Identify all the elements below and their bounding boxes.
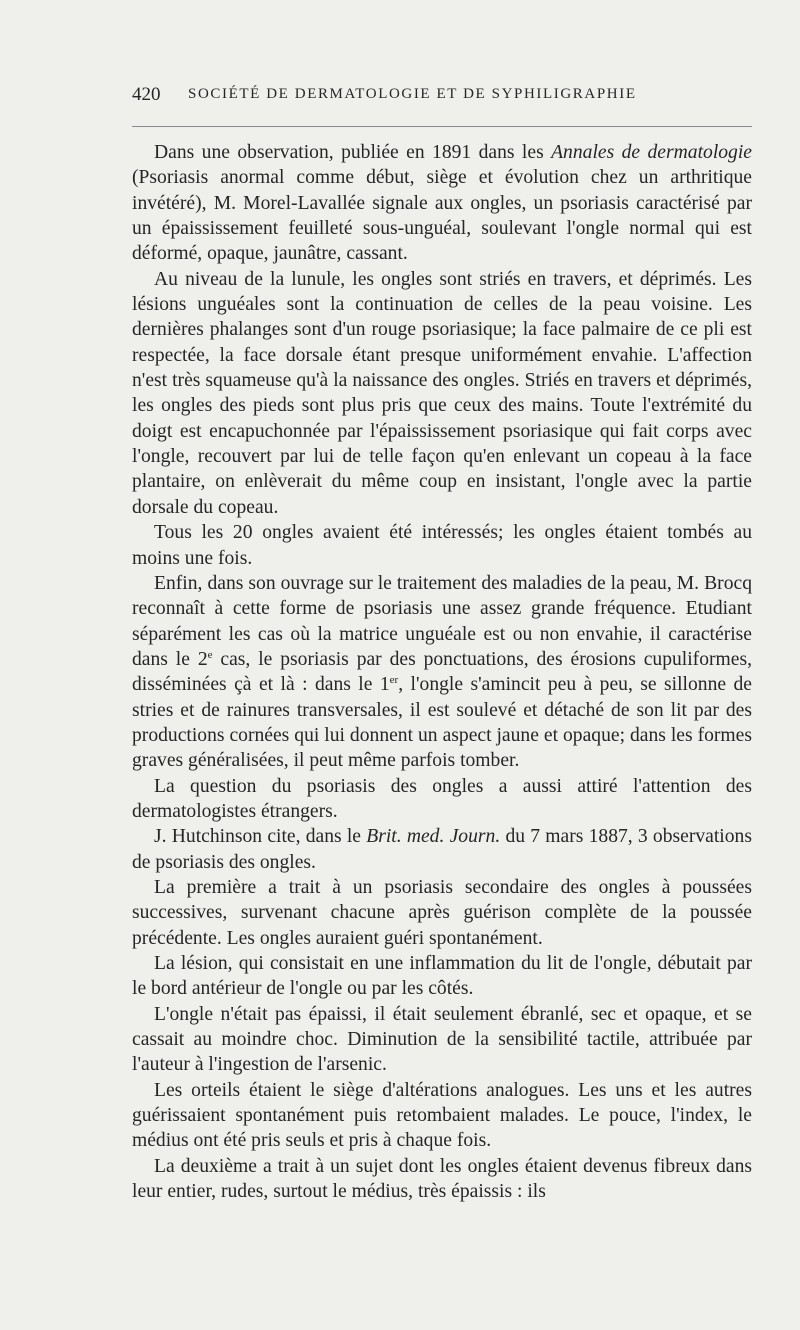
paragraph: Tous les 20 ongles avaient été intéressés; les ongles étaient tombés au moins une fois. [132,522,752,569]
paragraph: Enfin, dans son ouvrage sur le traitement des maladies de la peau, M. Brocq reconnaît à cette forme de psoriasis une assez grande fréquence. Etudiant séparément les cas où la matrice unguéale est ou non envahie, il caractérise dans le 2e cas, le psoriasis par des ponctuations, des érosions cupuliformes, disséminées çà et là : dans le 1er, l'ongle s'amincit peu à peu, se sillonne de stries et de rainures transversales, il est soulevé et détaché de son lit par des productions cornées qui lui donnent un aspect jaune et opaque; dans les formes graves généralisées, il peut même parfois tomber. [132,572,753,772]
body-text [132,140,752,1204]
paragraph: La deuxième a trait à un sujet dont les ongles étaient devenus fibreux dans leur entier, rudes, surtout le médius, très épaissis : ils [132,1155,752,1203]
paragraph: La question du psoriasis des ongles a aussi attiré l'attention des dermatologistes étrangers. [132,775,752,822]
journal-title: Brit. med. Journ. [366,826,501,848]
paragraph: Au niveau de la lunule, les ongles sont striés en travers, et déprimés. Les lésions unguéales sont la continuation de celles de la peau voisine. Les dernières phalanges sont d'un rouge psoriasique; la face palmaire de ce pli est respectée, la face dorsale étant presque uniformément envahie. L'affection n'est très squameuse qu'à la naissance des ongles. Striés en travers et déprimés, les ongles des pieds sont plus pris que ceux des mains. Toute l'extrémité du doigt est encapuchonnée par l'épaississement psoriasique qui fait corps avec l'ongle, recouvert par lui de telle façon qu'en enlevant un copeau à la face plantaire, on enlèverait du même coup en insistant, l'ongle avec la partie dorsale du copeau. [132,268,752,518]
running-title: SOCIÉTÉ DE DERMATOLOGIE ET DE SYPHILIGRAPHIE [188,86,637,102]
paragraph: L'ongle n'était pas épaissi, il était seulement ébranlé, sec et opaque, et se cassait au moindre choc. Diminution de la sensibilité tactile, attribuée par l'auteur à l'ingestion de l'arsenic. [132,1003,752,1076]
journal-title: Annales de dermatologie [551,142,752,163]
paragraph: Dans une observation, publiée en 1891 dans les Annales de dermatologie (Psoriasis anormal comme début, siège et évolution chez un arthritique invétéré), M. Morel-Lavallée signale aux ongles, un psoriasis caractérisé par un épaississement feuilleté sous-unguéal, soulevant l'ongle normal qui est déformé, opaque, jaunâtre, cassant. [132,142,752,265]
page-number: 420 [132,84,161,105]
page-header [132,84,752,112]
paragraph: La première a trait à un psoriasis secondaire des ongles à poussées successives, survenant chacune après guérison complète de la poussée précédente. Les ongles auraient guéri spontanément. [132,876,752,949]
paragraph: J. Hutchinson cite, dans le Brit. med. Journ. du 7 mars 1887, 3 observations de psoriasis des ongles. [132,826,752,873]
paragraph: Les orteils étaient le siège d'altérations analogues. Les uns et les autres guérissaient spontanément puis retombaient malades. Le pouce, l'index, le médius ont été pris seuls et pris à chaque fois. [132,1079,752,1152]
header-rule [132,126,752,127]
paragraph: La lésion, qui consistait en une inflammation du lit de l'ongle, débutait par le bord antérieur de l'ongle ou par les côtés. [132,953,752,1000]
